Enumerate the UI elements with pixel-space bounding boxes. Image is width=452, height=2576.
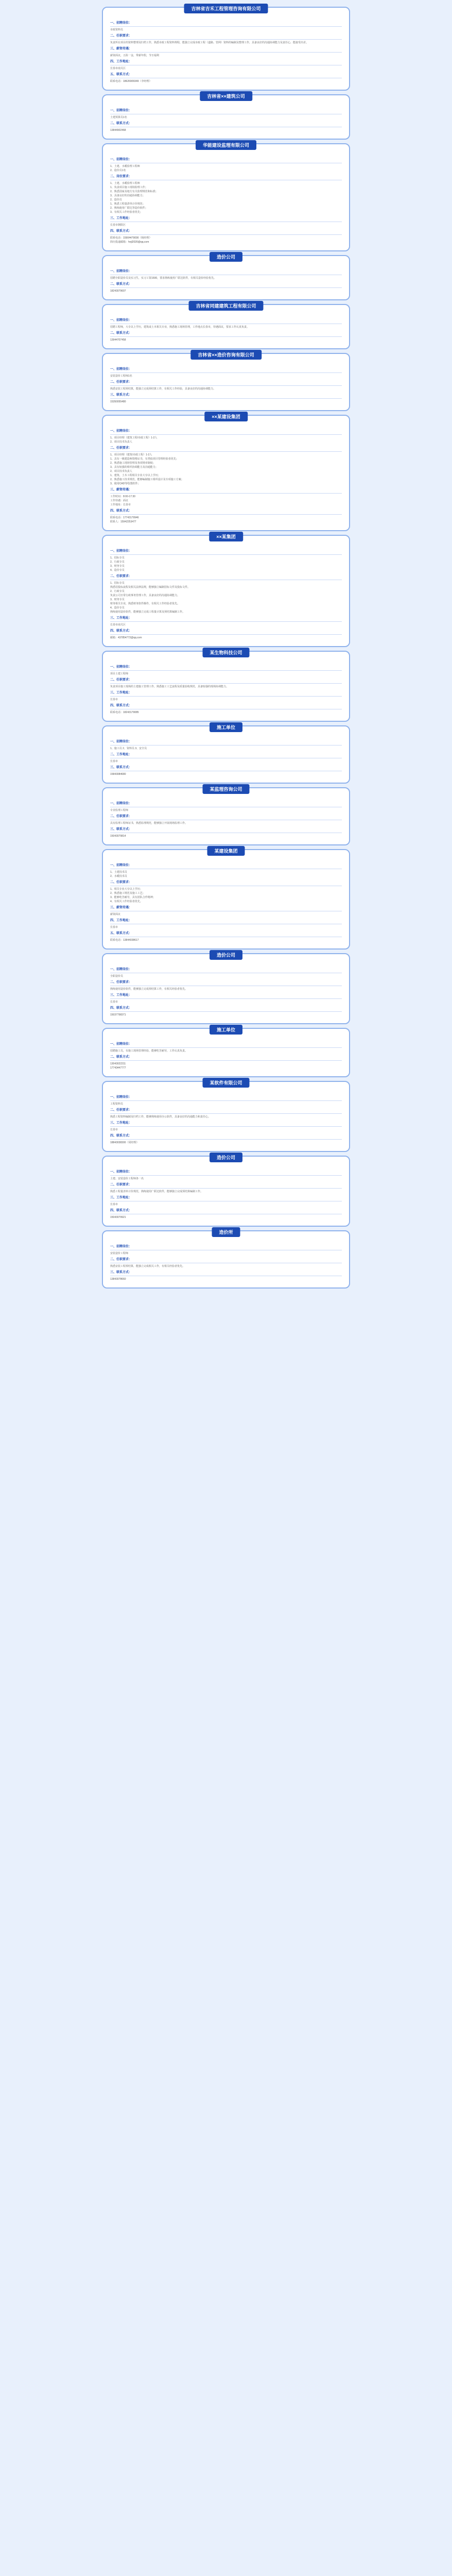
section-heading: 二、联系方式： — [110, 122, 132, 125]
section-text: 联系电话：15904479090（杨经理） — [110, 236, 152, 240]
section-text: 负责项目施工现场的土建施工管理工作，熟悉施工工艺流程及质量验收规范，具备较强的现场协调能力。 — [110, 685, 229, 688]
section-text: 2、熟悉施工规范及施工工艺； — [110, 892, 145, 895]
section-text: 长春市 — [110, 760, 118, 763]
section-text: 熟悉招投标流程及相关法律法规，能够独立编制招标文件及投标文件。 — [110, 586, 190, 589]
section-text: 联系电话：18626909349（李经理） — [110, 80, 152, 83]
section-underline — [110, 1011, 342, 1012]
section-text: 招聘全职造价员及实习生，实习工资1500，要求熟练使用广联达软件，有相关造价经验优先。 — [110, 277, 217, 280]
section-text: 3、具有较强的组织协调能力及沟通能力； — [110, 466, 158, 469]
section-heading: 二、任职要求： — [110, 35, 132, 38]
section-text: 15043079921 — [110, 1216, 126, 1219]
job-posting — [110, 269, 342, 293]
company-name-badge: 某监理咨询公司 — [202, 784, 249, 794]
section-text: 2、熟悉施工技术规范，能够编制施工组织设计及专项施工方案； — [110, 478, 184, 481]
section-text: 熟悉工程资料编制及归档工作，能够熟练使用办公软件，具备良好的沟通能力和责任心。 — [110, 1115, 211, 1118]
section-text: 1、负责项目施工现场监理工作； — [110, 186, 148, 189]
section-text: 1、土建技术员 — [110, 871, 127, 874]
section-heading: 三、薪资待遇： — [110, 47, 132, 50]
section-text: 安装造价工程师1名 — [110, 375, 132, 378]
section-text: 长春市 — [110, 698, 118, 701]
section-underline — [110, 434, 342, 435]
section-text: 1、招标专员 — [110, 556, 125, 560]
section-text: 负责公司日常行政事务管理工作，具备良好的沟通协调能力。 — [110, 594, 180, 597]
section-text: 15043079814 — [110, 835, 126, 838]
company-name-badge: 吉林省××造价咨询有限公司 — [190, 350, 262, 360]
section-underline — [110, 493, 342, 494]
section-heading: 三、工作地址： — [110, 691, 132, 694]
section-heading: 二、任职要求： — [110, 981, 132, 984]
job-posting — [110, 318, 342, 342]
company-card — [102, 304, 350, 349]
job-posting — [110, 109, 342, 132]
section-heading: 一、招聘岗位： — [110, 319, 132, 322]
section-text: 简历投递邮箱：hnjl2020@qq.com — [110, 241, 149, 244]
company-card — [102, 1081, 350, 1152]
section-heading: 三、工作地址： — [110, 217, 132, 220]
company-card — [102, 255, 350, 300]
section-text: 薪资面议 — [110, 913, 121, 916]
section-text: 土建、安装造价工程师各一名 — [110, 1177, 144, 1180]
company-card — [102, 1230, 350, 1289]
section-text: 熟悉安装工程预结算，能独立完成相关工作，有相关经验者优先。 — [110, 1265, 185, 1268]
job-posting — [110, 968, 342, 1017]
job-posting — [110, 158, 342, 244]
section-underline — [110, 385, 342, 386]
section-heading: 二、任职要求： — [110, 575, 132, 578]
job-posting — [110, 549, 342, 640]
section-underline — [110, 998, 342, 999]
section-heading: 四、联系方式： — [110, 230, 132, 233]
section-text: 联系电话：13844038617 — [110, 939, 139, 942]
section-text: 15350055480 — [110, 400, 126, 403]
company-name-badge: 某建设集团 — [207, 846, 245, 856]
section-heading: 一、招聘岗位： — [110, 740, 132, 743]
section-heading: 一、招聘岗位： — [110, 864, 132, 867]
section-text: 2、熟悉国家及地方有关监理规范和标准； — [110, 190, 158, 193]
section-underline — [110, 398, 342, 399]
section-heading: 一、招聘岗位： — [110, 158, 132, 161]
section-text: 招聘工程师，大专以上学历，建筑或土木相关专业，熟悉施工现场管理，工作地点长春市，待遇面议，要求工作认真负责。 — [110, 326, 250, 329]
section-heading: 一、招聘岗位： — [110, 22, 132, 25]
section-text: 2、熟悉施工现场管理及各项规章制度； — [110, 462, 155, 465]
company-card — [102, 725, 350, 784]
section-underline — [110, 634, 342, 635]
section-text: 2、项目技术负责人 — [110, 470, 132, 473]
section-text: 1、熟悉工程量清单计价规范； — [110, 202, 145, 206]
section-underline — [110, 372, 342, 373]
section-text: 3、使用CAD等绘图软件； — [110, 482, 141, 485]
section-heading: 一、招聘岗位： — [110, 1171, 132, 1174]
job-posting — [110, 21, 342, 83]
section-heading: 三、薪资待遇： — [110, 906, 132, 909]
section-underline — [110, 514, 342, 515]
job-posting — [110, 1170, 342, 1219]
company-name-badge: 造价公司 — [210, 1153, 242, 1162]
section-text: 3、能够吃苦耐劳，具有团队合作精神； — [110, 896, 155, 899]
section-text: 联系电话：18243179085 — [110, 711, 139, 714]
section-heading: 二、任职要求： — [110, 447, 132, 450]
section-text: 3、财务专员 — [110, 565, 125, 568]
section-text: 招聘施工员，有施工现场管理经验，能够吃苦耐劳，工作认真负责。 — [110, 1049, 188, 1053]
section-heading: 一、招聘岗位： — [110, 270, 132, 273]
section-text: 2、水暖技术员 — [110, 875, 127, 878]
section-underline — [110, 26, 342, 27]
company-name-badge: 造价公司 — [210, 252, 242, 262]
section-text: 长春市南关区 — [110, 623, 126, 626]
section-text: 2、造价员1名 — [110, 169, 126, 172]
company-name-badge: ××某建设集团 — [204, 412, 248, 421]
section-heading: 四、联系方式： — [110, 704, 132, 707]
section-text: 联系电话：17743179946 — [110, 516, 139, 519]
section-underline — [110, 234, 342, 235]
section-heading: 五、联系方式： — [110, 73, 132, 76]
section-text: 工作待遇：面议 — [110, 499, 129, 502]
section-underline — [110, 451, 342, 452]
section-underline — [110, 39, 342, 40]
section-text: 工作地址：长春市 — [110, 503, 131, 506]
company-name-badge: 造价所 — [212, 1227, 240, 1237]
job-listing-page — [0, 7, 452, 1289]
section-heading: 一、招聘岗位： — [110, 109, 132, 112]
job-posting — [110, 665, 342, 715]
section-text: 1、施工员 2、资料员 3、安全员 — [110, 747, 147, 750]
section-text: 项目土建工程师 — [110, 672, 129, 675]
section-underline — [110, 696, 342, 697]
section-text: 工程资料员 — [110, 1103, 124, 1106]
section-text: 3、财务专员 — [110, 598, 125, 601]
section-heading: 二、任职要求： — [110, 381, 132, 384]
section-text: 熟悉工程量清单计价规范，熟练使用广联达软件，能够独立完成预结算编制工作。 — [110, 1190, 203, 1193]
section-text: 2、项目技术负责人 — [110, 440, 132, 444]
section-heading: 四、联系方式： — [110, 510, 132, 513]
section-heading: 二、联系方式： — [110, 283, 132, 286]
section-text: 熟悉安装工程预结算，能独立完成预结算工作，有相关工作经验，具备良好的沟通协调能力。 — [110, 387, 216, 391]
section-text: 4、造价专员 — [110, 606, 125, 609]
company-name-badge: 吉林省吉禾工程管理咨询有限公司 — [184, 4, 268, 13]
section-text: 1、招标专员 — [110, 582, 125, 585]
section-text: 邮箱：437854772@qq.com — [110, 636, 142, 639]
section-underline — [110, 1188, 342, 1189]
section-text: 联系人：15942253477 — [110, 520, 136, 523]
section-text: 15843084680 — [110, 773, 126, 776]
company-card — [102, 1156, 350, 1227]
section-text: 2、行政专员 — [110, 590, 125, 593]
section-text: 15037798371 — [110, 1013, 126, 1016]
section-text: 1、建筑、土木工程相关专业大专以上学历； — [110, 474, 161, 477]
section-heading: 一、招聘岗位： — [110, 368, 132, 371]
section-heading: 二、任职要求： — [110, 1109, 132, 1112]
section-text: 2、行政专员 — [110, 561, 125, 564]
section-heading: 一、招聘岗位： — [110, 550, 132, 553]
company-name-badge: 某生物科技公司 — [202, 648, 249, 657]
job-posting — [110, 740, 342, 776]
section-text: 13944707458 — [110, 338, 126, 342]
company-name-badge: 某软件有限公司 — [202, 1078, 249, 1088]
company-name-badge: 施工单位 — [210, 1025, 242, 1035]
section-heading: 一、招聘岗位： — [110, 802, 132, 805]
section-text: 13043022211 — [110, 1062, 126, 1065]
section-text: 4、造价专员 — [110, 569, 125, 572]
section-text: 薪资面议，五险一金，带薪年假，节日福利 — [110, 54, 160, 57]
section-text: 18243079607 — [110, 290, 126, 293]
section-underline — [110, 1100, 342, 1101]
section-text: 4、有相关工作经验者优先。 — [110, 900, 143, 903]
section-heading: 三、联系方式： — [110, 766, 132, 769]
section-heading: 五、联系方式： — [110, 932, 132, 935]
section-heading: 三、薪资待遇： — [110, 488, 132, 492]
company-card — [102, 651, 350, 722]
section-text: 1、具有一级建造师资格证书，有类似项目管理经验者优先； — [110, 457, 179, 461]
section-text: 1、土建、水暖监理工程师 — [110, 165, 140, 168]
company-card — [102, 415, 350, 531]
section-heading: 一、招聘岗位： — [110, 968, 132, 971]
section-heading: 一、招聘岗位： — [110, 1245, 132, 1248]
section-text: 2、造价员 — [110, 198, 122, 201]
section-text: 具有监理工程师证书，熟悉监理规范，能够独立开展现场监理工作。 — [110, 822, 188, 825]
section-text: 专业监理工程师 — [110, 809, 129, 812]
section-heading: 二、联系方式： — [110, 332, 132, 335]
company-name-badge: 吉林省××建筑公司 — [200, 91, 252, 101]
section-heading: 三、工作地址： — [110, 1196, 132, 1199]
section-text: 长春市 — [110, 1128, 118, 1131]
section-text: 18843038300（周经理） — [110, 1141, 139, 1144]
section-heading: 三、联系方式： — [110, 828, 132, 831]
section-text: 土建预算员1名 — [110, 116, 127, 119]
section-text: 3、有相关工作经验者优先； — [110, 211, 143, 214]
company-name-badge: 施工单位 — [210, 722, 242, 732]
section-heading: 四、联系方式： — [110, 1209, 132, 1212]
section-heading: 三、联系方式： — [110, 1271, 132, 1274]
section-text: 17743447777 — [110, 1066, 126, 1070]
section-text: 熟练使用造价软件，能够独立完成工程量计算及预结算编制工作。 — [110, 611, 185, 614]
company-card — [102, 7, 350, 91]
section-underline — [110, 554, 342, 555]
section-heading: 二、任职要求： — [110, 881, 132, 884]
section-text: 长春市 — [110, 926, 118, 929]
section-underline — [110, 52, 342, 53]
job-posting — [110, 429, 342, 524]
section-heading: 二、联系方式： — [110, 1056, 132, 1059]
section-text: 13843078660 — [110, 1278, 126, 1281]
section-text: 1、相关专业大专以上学历； — [110, 888, 143, 891]
section-underline — [110, 1175, 342, 1176]
company-card — [102, 1028, 350, 1077]
company-card — [102, 849, 350, 950]
section-heading: 二、工作地址： — [110, 753, 132, 756]
company-card — [102, 535, 350, 647]
section-underline — [110, 670, 342, 671]
section-text: 长春市朝阳区 — [110, 224, 126, 227]
section-text: 1、土建、水暖监理工程师 — [110, 182, 140, 185]
section-heading: 二、岗位要求： — [110, 175, 132, 178]
section-text: 长春市 — [110, 1203, 118, 1206]
company-name-badge: ××某集团 — [209, 532, 243, 541]
section-underline — [110, 287, 342, 288]
section-heading: 一、招聘岗位： — [110, 666, 132, 669]
company-name-badge: 造价公司 — [210, 950, 242, 960]
job-posting — [110, 1095, 342, 1145]
section-underline — [110, 1047, 342, 1048]
section-text: 3、具备良好的沟通协调能力； — [110, 194, 145, 197]
section-heading: 三、工作地址： — [110, 617, 132, 620]
section-heading: 三、联系方式： — [110, 394, 132, 397]
section-text: 2、熟练使用广联达等造价软件； — [110, 207, 148, 210]
section-text: 安装造价工程师 — [110, 1252, 129, 1255]
section-text: 财务相关专业，熟悉财务软件操作，有相关工作经验者优先。 — [110, 602, 180, 605]
company-name-badge: 华能建设监理有限公司 — [196, 140, 256, 150]
job-posting — [110, 1245, 342, 1281]
section-text: 长春市 — [110, 1001, 118, 1004]
section-heading: 二、任职要求： — [110, 1258, 132, 1261]
section-heading: 一、招聘岗位： — [110, 1096, 132, 1099]
section-heading: 四、联系方式： — [110, 630, 132, 633]
company-name-badge: 吉林省同建建筑工程有限公司 — [188, 301, 263, 311]
section-heading: 二、任职要求： — [110, 679, 132, 682]
section-heading: 四、工作地址： — [110, 60, 132, 63]
section-heading: 四、联系方式： — [110, 1134, 132, 1138]
section-heading: 三、工作地址： — [110, 1122, 132, 1125]
section-text: 市政资料员 — [110, 28, 124, 31]
section-heading: 二、任职要求： — [110, 1183, 132, 1187]
section-text: 1、项目经理（建筑工程/市政工程）1-2人 — [110, 436, 158, 439]
section-text: 全职造价员 — [110, 975, 124, 978]
section-text: 工作时间：8:00-17:30 — [110, 495, 135, 498]
section-underline — [110, 1113, 342, 1114]
section-heading: 三、工作地址： — [110, 994, 132, 997]
section-heading: 四、联系方式： — [110, 1007, 132, 1010]
section-heading: 一、招聘岗位： — [110, 1043, 132, 1046]
section-text: 长春市南关区 — [110, 67, 126, 70]
section-text: 负责所在项目的资料整理及归档工作，熟悉市政工程资料规程，能独立完成市政工程（道路、管网）资料的编制及整理工作，具备良好的沟通协调能力及责任心，能接受出差。 — [110, 41, 309, 44]
job-posting — [110, 863, 342, 942]
section-underline — [110, 1139, 342, 1140]
section-heading: 二、任职要求： — [110, 815, 132, 818]
company-card — [102, 143, 350, 251]
section-underline — [110, 683, 342, 684]
section-underline — [110, 336, 342, 337]
job-posting — [110, 802, 342, 838]
company-card — [102, 787, 350, 845]
company-card — [102, 94, 350, 140]
section-heading: 四、工作地址： — [110, 919, 132, 922]
section-heading: 一、招聘岗位： — [110, 430, 132, 433]
section-text: 1、项目经理（建筑/市政工程）1-2人 — [110, 453, 152, 456]
company-card — [102, 953, 350, 1024]
section-underline — [110, 621, 342, 622]
job-posting — [110, 367, 342, 404]
company-card — [102, 353, 350, 411]
job-posting — [110, 1042, 342, 1070]
section-underline — [110, 1126, 342, 1127]
section-text: 13844902468 — [110, 129, 126, 132]
section-text: 熟练使用造价软件，能够独立完成预结算工作，有相关经验者优先。 — [110, 988, 188, 991]
section-underline — [110, 1060, 342, 1061]
